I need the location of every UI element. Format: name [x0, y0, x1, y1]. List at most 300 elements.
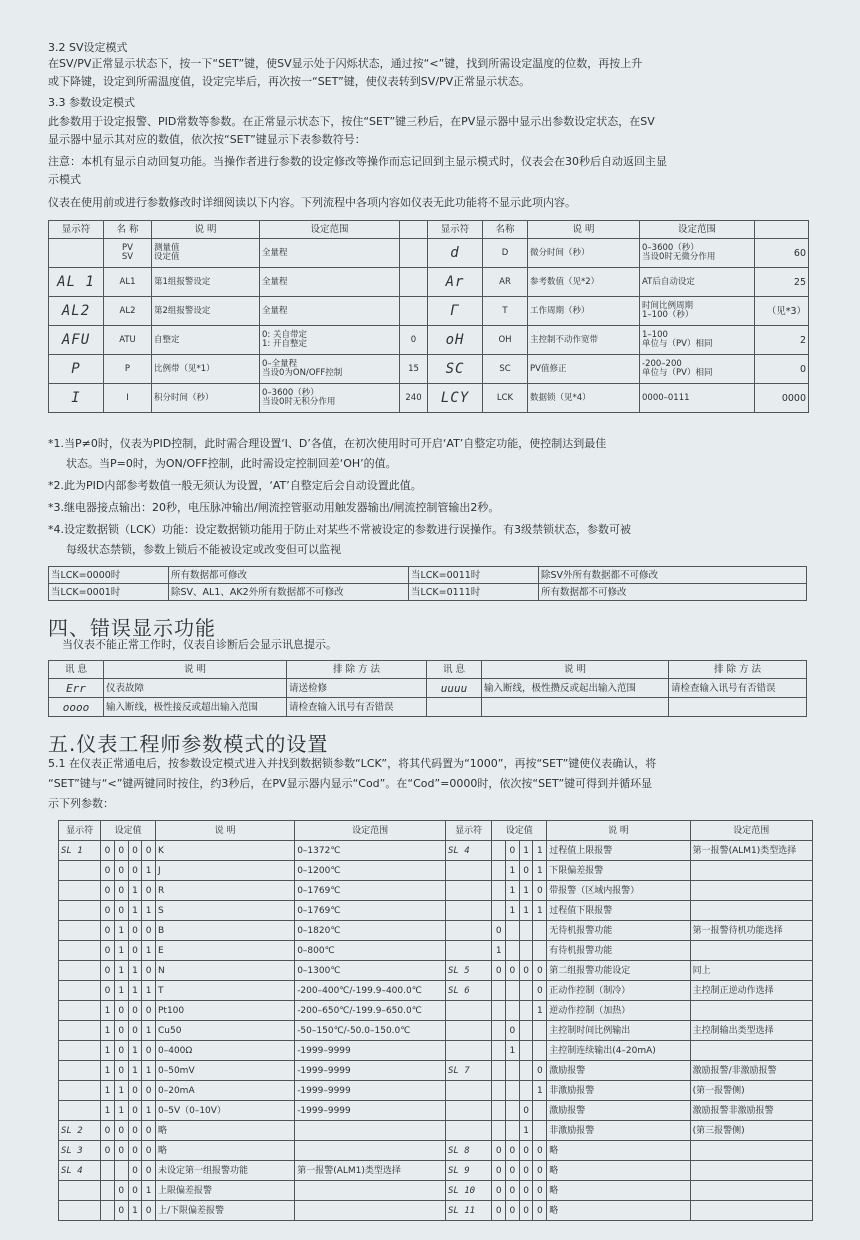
display-symbol: SL 5 — [445, 961, 491, 981]
setting-range: 第一报警待机功能选择 — [690, 921, 812, 941]
param-name: AR — [483, 268, 528, 297]
param-description: 数据锁（见*4） — [528, 384, 640, 413]
setting-bit: 1 — [506, 881, 520, 901]
setting-bit: 0 — [519, 961, 533, 981]
setting-bit — [519, 1041, 533, 1061]
error-cell — [669, 698, 807, 717]
display-symbol: SL 3 — [59, 1141, 101, 1161]
display-symbol: SL 6 — [445, 981, 491, 1001]
param-description: 积分时间（秒） — [152, 384, 260, 413]
setting-range: 同上 — [690, 961, 812, 981]
setting-description: 下限偏差报警 — [547, 861, 690, 881]
setting-bit — [506, 1061, 520, 1081]
param-description: 主控制不动作宽带 — [528, 326, 640, 355]
setting-bit: 0 — [506, 1181, 520, 1201]
display-symbol: SL 2 — [59, 1121, 101, 1141]
setting-bit — [101, 1161, 115, 1181]
setting-bit: 0 — [128, 1001, 142, 1021]
setting-range: -1999–9999 — [295, 1081, 446, 1101]
display-symbol: SL 4 — [59, 1161, 101, 1181]
setting-description: 有待机报警功能 — [547, 941, 690, 961]
setting-range — [690, 901, 812, 921]
header-cell: 说 明 — [547, 821, 690, 841]
display-symbol: Γ — [428, 297, 483, 326]
setting-description: 略 — [547, 1161, 690, 1181]
setting-bit: 1 — [142, 981, 156, 1001]
setting-bit — [492, 1021, 506, 1041]
param-name: LCK — [483, 384, 528, 413]
setting-bit: 0 — [114, 901, 128, 921]
setting-description: 非激励报警 — [547, 1121, 690, 1141]
engineer-table-header — [59, 821, 813, 841]
setting-bit: 1 — [128, 981, 142, 1001]
engineer-row — [59, 1121, 813, 1141]
param-default — [400, 297, 428, 326]
setting-bit — [519, 921, 533, 941]
lck-row — [49, 567, 807, 584]
setting-bit — [492, 1061, 506, 1081]
setting-bit — [114, 1161, 128, 1181]
setting-bit: 1 — [533, 1001, 547, 1021]
display-symbol — [59, 1201, 101, 1221]
setting-bit: 0 — [142, 1201, 156, 1221]
note-3: *3.继电器接点输出：20秒，电压脉冲输出/闸流控管驱动用触发器输出/闸流控制管输出2秒。 — [48, 501, 500, 514]
setting-bit: 1 — [114, 941, 128, 961]
display-symbol — [445, 941, 491, 961]
setting-description: 上限偏差报警 — [156, 1181, 295, 1201]
setting-bit: 0 — [101, 961, 115, 981]
setting-bit: 0 — [114, 1201, 128, 1221]
display-symbol — [59, 1021, 101, 1041]
header-cell: 设定值 — [101, 821, 156, 841]
param-name: OH — [483, 326, 528, 355]
param-row — [49, 268, 809, 297]
setting-bit: 1 — [101, 1001, 115, 1021]
param-range: 0–3600（秒） 当设0时无微分作用 — [640, 239, 755, 268]
setting-bit: 1 — [142, 1021, 156, 1041]
error-row — [49, 698, 807, 717]
lck-row — [49, 584, 807, 601]
setting-bit: 1 — [101, 1021, 115, 1041]
engineer-row — [59, 881, 813, 901]
setting-description: 正动作控制（制冷） — [547, 981, 690, 1001]
display-symbol — [445, 1001, 491, 1021]
setting-bit — [506, 921, 520, 941]
setting-bit: 0 — [128, 1161, 142, 1181]
setting-bit: 0 — [142, 1121, 156, 1141]
setting-bit: 1 — [142, 901, 156, 921]
setting-bit: 0 — [142, 1081, 156, 1101]
setting-bit — [492, 841, 506, 861]
note-4b: 每级状态禁锁，参数上锁后不能被设定或改变但可以监视 — [66, 543, 341, 556]
setting-range: 激励报警非激励报警 — [690, 1101, 812, 1121]
section-3-3-p5: 仪表在使用前或进行参数修改时详细阅读以下内容。下列流程中各项内容如仪表无此功能将不显示此项内容。 — [48, 196, 576, 209]
error-code: uuuu — [427, 679, 482, 698]
setting-description: 0–50mV — [156, 1061, 295, 1081]
lck-cell: 所有数据都不可修改 — [539, 584, 807, 601]
setting-range — [690, 881, 812, 901]
lck-cell: 当LCK=0111时 — [409, 584, 539, 601]
lck-cell: 当LCK=0001时 — [49, 584, 169, 601]
header-cell: 讯 息 — [427, 661, 482, 679]
display-symbol — [445, 861, 491, 881]
setting-bit: 0 — [101, 941, 115, 961]
display-symbol: SL 1 — [59, 841, 101, 861]
param-description: 微分时间（秒） — [528, 239, 640, 268]
setting-bit: 0 — [506, 1021, 520, 1041]
setting-bit — [519, 1021, 533, 1041]
setting-bit: 0 — [128, 1021, 142, 1041]
setting-description: 0–400Ω — [156, 1041, 295, 1061]
setting-bit: 0 — [519, 1201, 533, 1221]
param-name: PV SV — [104, 239, 152, 268]
setting-range — [690, 1041, 812, 1061]
display-symbol: Ar — [428, 268, 483, 297]
display-symbol — [59, 1101, 101, 1121]
display-symbol — [59, 1081, 101, 1101]
header-cell: 说 明 — [482, 661, 669, 679]
engineer-row — [59, 1161, 813, 1181]
param-default: 0000 — [755, 384, 809, 413]
setting-bit: 1 — [101, 1081, 115, 1101]
param-default: 25 — [755, 268, 809, 297]
setting-range — [690, 1141, 812, 1161]
section-5-p2: “SET”键与“<”键两键同时按住，约3秒后，在PV显示器内显示“Cod”。在“Cod”=0000时，依次按“SET”键可得到并循环显 — [48, 777, 653, 790]
lck-cell: 当LCK=0011时 — [409, 567, 539, 584]
setting-bit — [506, 1101, 520, 1121]
setting-bit: 0 — [142, 1001, 156, 1021]
param-range: 0000–0111 — [640, 384, 755, 413]
setting-description: 第二组报警功能设定 — [547, 961, 690, 981]
setting-bit: 1 — [142, 861, 156, 881]
setting-bit: 1 — [142, 1061, 156, 1081]
display-symbol: LCY — [428, 384, 483, 413]
setting-bit: 1 — [114, 981, 128, 1001]
display-symbol — [445, 1081, 491, 1101]
param-range: 0–3600（秒） 当设0时无积分作用 — [260, 384, 400, 413]
header-cell: 设定范围 — [640, 221, 755, 239]
error-code: oooo — [49, 698, 104, 717]
setting-range — [690, 941, 812, 961]
setting-bit: 1 — [519, 881, 533, 901]
setting-bit: 0 — [492, 1141, 506, 1161]
setting-bit: 0 — [101, 901, 115, 921]
setting-range: -50–150℃/-50.0–150.0℃ — [295, 1021, 446, 1041]
engineer-row — [59, 901, 813, 921]
section-3-2-p2: 或下降键，设定到所需温度值，设定完毕后，再次按一“SET”键，使仪表转到SV/PV正常显示状态。 — [48, 75, 531, 88]
setting-bit: 0 — [114, 1041, 128, 1061]
setting-bit: 0 — [101, 881, 115, 901]
engineer-row — [59, 1181, 813, 1201]
setting-bit — [492, 1081, 506, 1101]
setting-bit — [492, 1041, 506, 1061]
error-cell: 仪表故障 — [104, 679, 287, 698]
engineer-row — [59, 941, 813, 961]
setting-range: -1999–9999 — [295, 1101, 446, 1121]
setting-description: 略 — [547, 1141, 690, 1161]
engineer-row — [59, 861, 813, 881]
lck-cell: 当LCK=0000时 — [49, 567, 169, 584]
param-row — [49, 384, 809, 413]
setting-range: 0–1300℃ — [295, 961, 446, 981]
param-description: 参考数值（见*2） — [528, 268, 640, 297]
section-3-3-note: 注意：本机有显示自动回复功能。当操作者进行参数的设定修改等操作而忘记回到主显示模式时，仪表会在30秒后自动返回主显 — [48, 155, 667, 168]
error-cell: 请检查输入讯号有否错误 — [287, 698, 427, 717]
setting-bit — [506, 1081, 520, 1101]
setting-bit: 0 — [101, 1141, 115, 1161]
setting-bit: 0 — [506, 841, 520, 861]
setting-description: J — [156, 861, 295, 881]
display-symbol: SL 4 — [445, 841, 491, 861]
param-name: I — [104, 384, 152, 413]
param-range: AT后自动设定 — [640, 268, 755, 297]
setting-bit: 0 — [533, 1201, 547, 1221]
setting-bit: 1 — [114, 921, 128, 941]
setting-bit: 0 — [114, 1121, 128, 1141]
setting-bit: 0 — [492, 1201, 506, 1221]
setting-description: Pt100 — [156, 1001, 295, 1021]
setting-bit: 0 — [519, 1161, 533, 1181]
setting-bit: 1 — [533, 1081, 547, 1101]
error-cell: 输入断线，极性攒反或起出输入范围 — [482, 679, 669, 698]
param-name: SC — [483, 355, 528, 384]
display-symbol: AL2 — [49, 297, 104, 326]
display-symbol: d — [428, 239, 483, 268]
setting-bit — [519, 941, 533, 961]
setting-bit: 1 — [506, 901, 520, 921]
error-table-header — [49, 661, 807, 679]
setting-bit: 1 — [128, 881, 142, 901]
setting-bit — [533, 1041, 547, 1061]
setting-bit: 0 — [101, 861, 115, 881]
setting-bit: 0 — [519, 861, 533, 881]
setting-range: 0–1200℃ — [295, 861, 446, 881]
setting-bit: 0 — [114, 1001, 128, 1021]
display-symbol — [59, 941, 101, 961]
setting-bit: 0 — [142, 841, 156, 861]
setting-bit: 1 — [128, 901, 142, 921]
engineer-row — [59, 1041, 813, 1061]
section-4-title: 四、错误显示功能 — [48, 616, 216, 640]
param-default: 240 — [400, 384, 428, 413]
setting-bit: 0 — [128, 941, 142, 961]
param-description: 测量值 设定值 — [152, 239, 260, 268]
setting-bit — [506, 941, 520, 961]
setting-description: 上/下限偏差报警 — [156, 1201, 295, 1221]
setting-bit: 0 — [492, 1161, 506, 1181]
setting-bit: 0 — [492, 1181, 506, 1201]
setting-bit: 1 — [533, 841, 547, 861]
error-row — [49, 679, 807, 698]
setting-range — [690, 1181, 812, 1201]
setting-range: 0–1769℃ — [295, 881, 446, 901]
setting-bit: 0 — [142, 1161, 156, 1181]
display-symbol — [445, 921, 491, 941]
param-default: 0 — [400, 326, 428, 355]
setting-range: 第一报警(ALM1)类型选择 — [690, 841, 812, 861]
setting-range — [690, 861, 812, 881]
header-cell — [755, 221, 809, 239]
setting-bit: 0 — [114, 1021, 128, 1041]
setting-bit: 0 — [101, 1121, 115, 1141]
display-symbol — [59, 1041, 101, 1061]
setting-description: R — [156, 881, 295, 901]
param-row — [49, 326, 809, 355]
param-description: PV值修正 — [528, 355, 640, 384]
setting-range — [295, 1201, 446, 1221]
lck-cell: 所有数据都可修改 — [169, 567, 409, 584]
setting-bit: 1 — [492, 941, 506, 961]
setting-description: 激励报警 — [547, 1101, 690, 1121]
setting-bit: 1 — [101, 1041, 115, 1061]
setting-description: 主控制时间比例输出 — [547, 1021, 690, 1041]
engineer-row — [59, 1021, 813, 1041]
section-3-3-note-cont: 示模式 — [48, 173, 81, 186]
param-row — [49, 355, 809, 384]
display-symbol: P — [49, 355, 104, 384]
setting-description: B — [156, 921, 295, 941]
display-symbol — [59, 1001, 101, 1021]
param-range: 0–全量程 当设0为ON/OFF控制 — [260, 355, 400, 384]
setting-bit: 0 — [492, 961, 506, 981]
section-5-title: 五.仪表工程师参数模式的设置 — [48, 732, 329, 756]
setting-description: 逆动作控制（加热） — [547, 1001, 690, 1021]
setting-bit — [519, 1061, 533, 1081]
param-name: T — [483, 297, 528, 326]
setting-bit: 1 — [114, 961, 128, 981]
setting-bit — [506, 1121, 520, 1141]
setting-bit: 0 — [506, 1161, 520, 1181]
setting-bit — [519, 981, 533, 1001]
setting-range: 主控制输出类型选择 — [690, 1021, 812, 1041]
param-range: 1–100 单位与（PV）相同 — [640, 326, 755, 355]
error-cell: 请送检修 — [287, 679, 427, 698]
display-symbol: AFU — [49, 326, 104, 355]
setting-bit: 0 — [114, 881, 128, 901]
setting-bit — [506, 981, 520, 1001]
setting-bit: 1 — [101, 1101, 115, 1121]
engineer-row — [59, 961, 813, 981]
setting-bit: 0 — [506, 1141, 520, 1161]
setting-bit: 0 — [533, 881, 547, 901]
setting-range: 激励报警/非激励报警 — [690, 1061, 812, 1081]
setting-description: 主控制连续输出(4–20mA) — [547, 1041, 690, 1061]
param-description: 工作周期（秒） — [528, 297, 640, 326]
param-description: 第1组报警设定 — [152, 268, 260, 297]
setting-bit — [492, 1121, 506, 1141]
display-symbol — [445, 1121, 491, 1141]
display-symbol: SL 10 — [445, 1181, 491, 1201]
header-cell: 说 明 — [528, 221, 640, 239]
setting-bit: 0 — [142, 881, 156, 901]
setting-range: (第三报警侧) — [690, 1121, 812, 1141]
engineer-row — [59, 1001, 813, 1021]
display-symbol — [59, 1061, 101, 1081]
setting-bit: 0 — [492, 921, 506, 941]
setting-bit: 1 — [519, 1121, 533, 1141]
setting-range: (第一报警侧) — [690, 1081, 812, 1101]
header-cell: 显示符 — [428, 221, 483, 239]
setting-bit: 0 — [128, 861, 142, 881]
error-cell — [482, 698, 669, 717]
setting-bit: 0 — [533, 1181, 547, 1201]
setting-description: 略 — [156, 1141, 295, 1161]
param-default: 15 — [400, 355, 428, 384]
setting-bit — [533, 921, 547, 941]
display-symbol — [59, 961, 101, 981]
engineer-row — [59, 921, 813, 941]
display-symbol — [59, 981, 101, 1001]
setting-bit: 0 — [114, 841, 128, 861]
header-cell: 显示符 — [445, 821, 491, 841]
setting-bit: 1 — [128, 1201, 142, 1221]
header-cell: 说 明 — [152, 221, 260, 239]
header-cell: 名 称 — [104, 221, 152, 239]
engineer-row — [59, 1101, 813, 1121]
param-range: 全量程 — [260, 297, 400, 326]
display-symbol: AL 1 — [49, 268, 104, 297]
display-symbol — [445, 881, 491, 901]
param-table-header — [49, 221, 809, 239]
setting-bit: 1 — [114, 1081, 128, 1101]
setting-bit — [533, 1121, 547, 1141]
note-1a: *1.当P≠0时，仪表为PID控制，此时需合理设置‘I、D’各值，在初次使用时可开启‘AT’自整定功能，使控制达到最佳 — [48, 437, 607, 450]
setting-bit: 0 — [142, 961, 156, 981]
param-range: 全量程 — [260, 239, 400, 268]
engineer-row — [59, 981, 813, 1001]
engineer-row — [59, 1061, 813, 1081]
section-3-2-title: 3.2 SV设定模式 — [48, 41, 128, 54]
setting-description: 略 — [547, 1201, 690, 1221]
setting-description: 过程值上限报警 — [547, 841, 690, 861]
param-row — [49, 297, 809, 326]
param-name: ATU — [104, 326, 152, 355]
param-range: 0: 关自带定 1: 开自整定 — [260, 326, 400, 355]
param-name: AL2 — [104, 297, 152, 326]
lck-cell: 除SV外所有数据都不可修改 — [539, 567, 807, 584]
setting-description: 过程值下限报警 — [547, 901, 690, 921]
error-cell: 输入断线，极性接反或超出输入范围 — [104, 698, 287, 717]
setting-bit: 1 — [533, 861, 547, 881]
display-symbol — [445, 1101, 491, 1121]
lck-table — [48, 566, 807, 601]
engineer-row — [59, 1081, 813, 1101]
error-code — [427, 698, 482, 717]
setting-bit: 0 — [142, 1141, 156, 1161]
setting-description: 未设定第一组报警功能 — [156, 1161, 295, 1181]
param-range: -200–200 单位与（PV）相同 — [640, 355, 755, 384]
header-cell: 显示符 — [59, 821, 101, 841]
setting-bit: 0 — [519, 1101, 533, 1121]
header-cell: 设定值 — [492, 821, 547, 841]
setting-range — [690, 1001, 812, 1021]
param-default: （见*3） — [755, 297, 809, 326]
setting-bit — [519, 1001, 533, 1021]
display-symbol — [445, 901, 491, 921]
setting-bit — [533, 1021, 547, 1041]
header-cell — [400, 221, 428, 239]
setting-bit: 0 — [506, 961, 520, 981]
setting-bit: 0 — [114, 1061, 128, 1081]
header-cell: 设定范围 — [295, 821, 446, 841]
setting-bit: 1 — [128, 1061, 142, 1081]
setting-range — [295, 1181, 446, 1201]
setting-bit: 0 — [128, 1081, 142, 1101]
setting-bit: 1 — [142, 1181, 156, 1201]
setting-bit: 1 — [506, 861, 520, 881]
header-cell: 显示符 — [49, 221, 104, 239]
setting-bit: 1 — [142, 941, 156, 961]
